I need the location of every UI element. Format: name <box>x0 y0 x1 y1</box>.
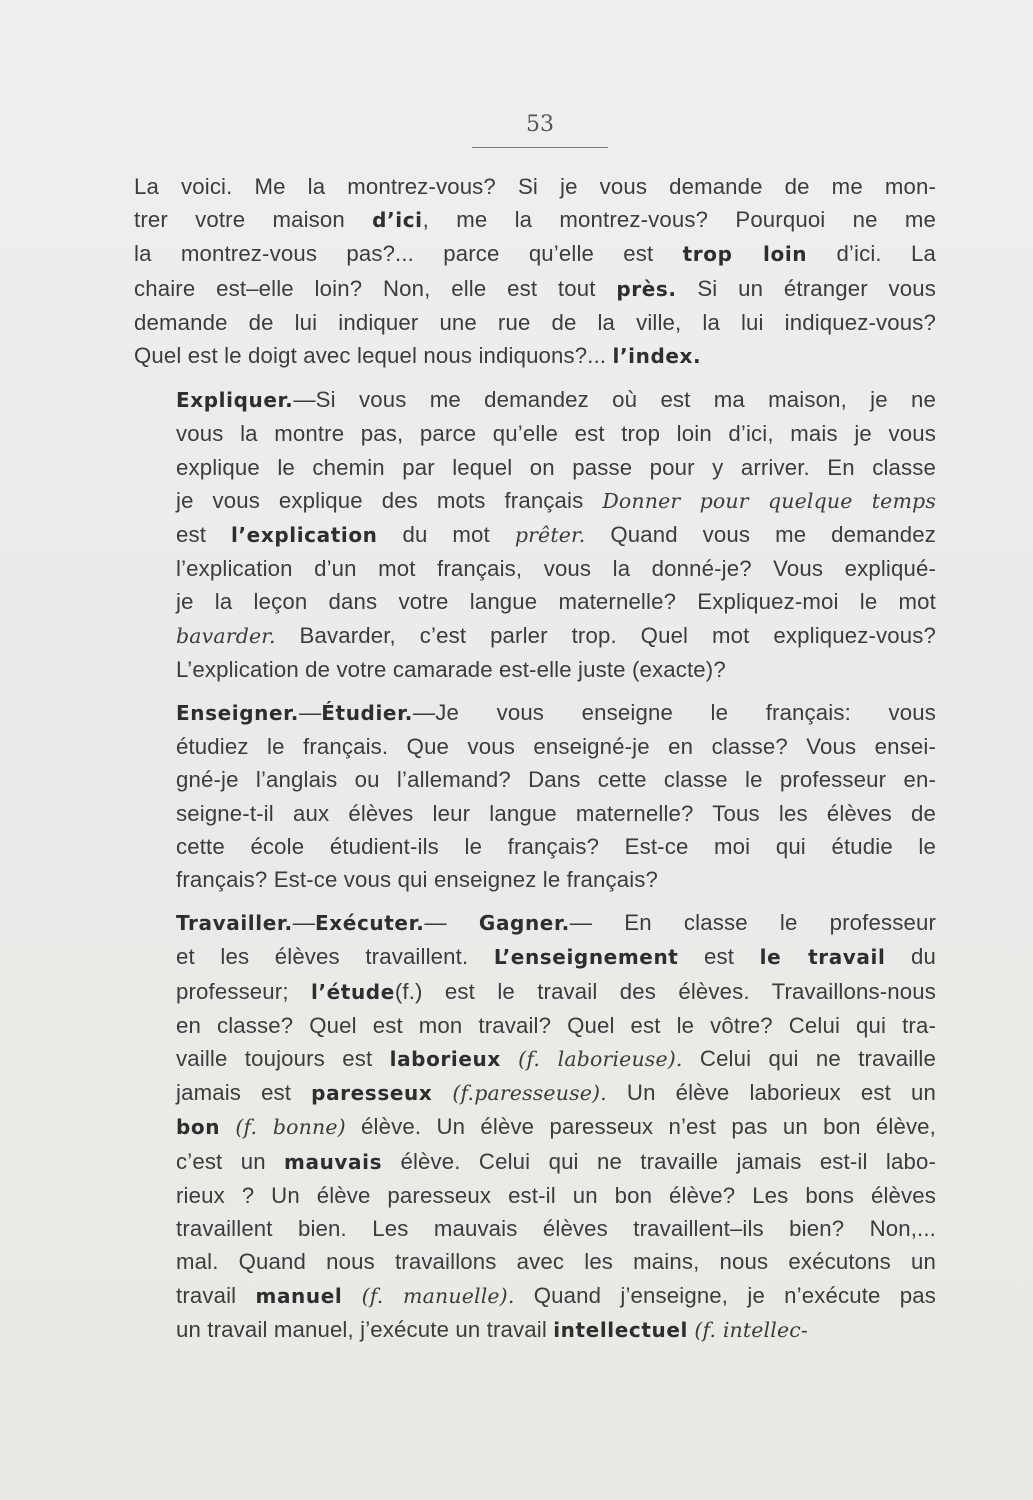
bold-term: d’ici <box>372 208 423 233</box>
text-run: Quand j’enseigne, je n’exécute pas <box>514 1282 936 1308</box>
bold-term: l’explication <box>231 523 378 548</box>
italic-text: prêter. <box>514 523 586 548</box>
text-line <box>134 940 936 974</box>
text-run: cette école étudient-ils le français? Est-ce moi qui étudie le <box>176 833 936 859</box>
text-line <box>134 696 936 730</box>
text-line <box>134 863 936 896</box>
bold-term: trop loin <box>682 242 808 267</box>
page-number: 53 <box>526 112 554 137</box>
text-run: gné-je l’anglais ou l’allemand? Dans cette classe le professeur en- <box>176 767 936 793</box>
paragraph-enseigner <box>134 696 936 896</box>
text-line <box>134 237 936 271</box>
bold-term: Exécuter. <box>315 911 425 936</box>
text-run: un travail manuel, j’exécute un travail <box>176 1316 554 1342</box>
text-run: du <box>885 944 937 970</box>
text-run: — <box>292 910 316 936</box>
italic-text: Donner pour quelque temps <box>602 488 936 513</box>
text-run: l’explication d’un mot français, vous la donné-je? Vous expliqué- <box>176 556 936 582</box>
text-run: Bavarder, c’est parler trop. Quel mot expliquez-vous? <box>275 622 936 648</box>
italic-text: bavarder. <box>176 623 276 648</box>
bold-term: manuel <box>255 1283 343 1308</box>
text-line <box>134 585 936 618</box>
text-line <box>134 306 936 339</box>
text-line <box>134 272 936 306</box>
bold-term: bon <box>176 1115 221 1140</box>
bold-term: Travailler. <box>176 911 293 936</box>
text-run: je la leçon dans votre langue maternelle? Expliquez-moi le mot <box>176 589 936 615</box>
text-line <box>134 170 936 203</box>
italic-text: (f. laborieuse). <box>518 1047 683 1072</box>
text-run <box>432 1080 452 1105</box>
text-run: professeur; <box>176 978 311 1004</box>
text-run: est <box>678 944 760 970</box>
paragraph-montrer <box>134 170 936 373</box>
bold-term: le travail <box>759 945 886 970</box>
text-line <box>134 906 936 940</box>
page-number-rule <box>472 147 608 148</box>
text-line <box>134 1042 936 1076</box>
text-run: élève. Celui qui ne travaille jamais est-il labo- <box>382 1148 936 1174</box>
text-line <box>134 797 936 830</box>
text-line <box>134 653 936 686</box>
text-run: travaillent bien. Les mauvais élèves travaillent–ils bien? Non,... <box>176 1216 936 1242</box>
italic-text: (f.paresseuse). <box>452 1081 607 1106</box>
text-run: explique le chemin par lequel on passe pour y arriver. En classe <box>176 454 936 480</box>
text-line <box>134 451 936 484</box>
text-line <box>134 1279 936 1313</box>
text-line <box>134 1179 936 1212</box>
text-run: Quand vous me demandez <box>585 522 936 548</box>
text-run: seigne-t-il aux élèves leur langue maternelle? Tous les élèves de <box>176 800 936 826</box>
paragraph-expliquer <box>134 383 936 686</box>
text-line <box>134 518 936 552</box>
text-line <box>134 383 936 417</box>
bold-term: près. <box>616 276 677 301</box>
text-run: — En classe le professeur <box>569 910 936 936</box>
paragraph-travailler <box>134 906 936 1347</box>
text-run: français? Est-ce vous qui enseignez le français? <box>176 867 659 893</box>
bold-term: laborieux <box>389 1047 501 1072</box>
text-line <box>134 1009 936 1042</box>
bold-term: L’enseignement <box>493 945 679 970</box>
text-line <box>134 975 936 1009</box>
text-line <box>134 1245 936 1278</box>
text-run: — <box>424 910 479 936</box>
text-run: trer votre maison <box>134 207 373 233</box>
text-run: demande de lui indiquer une rue de la ville, la lui indiquez-vous? <box>134 309 936 335</box>
text-run: du mot <box>377 522 515 548</box>
text-run: est <box>176 522 232 548</box>
bold-term: paresseux <box>311 1081 433 1106</box>
text-line <box>134 763 936 796</box>
text-run: —Si vous me demandez où est ma maison, je ne <box>293 387 936 413</box>
text-run: —Je vous enseigne le français: vous <box>412 700 936 726</box>
text-run: d’ici. La <box>807 241 936 267</box>
bold-term: Gagner. <box>478 911 570 936</box>
bold-term: l’étude <box>310 979 395 1004</box>
text-run: — <box>298 700 322 726</box>
text-run: vaille toujours est <box>176 1046 390 1072</box>
italic-text: (f. bonne) <box>235 1115 346 1140</box>
text-run: c’est un <box>176 1148 285 1174</box>
bold-term: Étudier. <box>321 701 413 726</box>
text-run: L’explication de votre camarade est-elle juste (exacte)? <box>176 656 726 682</box>
italic-text: (f. manuelle). <box>361 1283 515 1308</box>
text-line <box>134 1076 936 1110</box>
text-run: Un élève laborieux est un <box>606 1080 936 1106</box>
italic-text: (f. intellec- <box>694 1317 808 1342</box>
text-line <box>134 339 936 373</box>
text-run: mal. Quand nous travaillons avec les mains, nous exécutons un <box>176 1249 936 1275</box>
text-line <box>134 619 936 653</box>
text-run: étudiez le français. Que vous enseigné-je en classe? Vous ensei- <box>176 734 936 760</box>
text-run: et les élèves travaillent. <box>176 944 494 970</box>
text-line <box>134 484 936 518</box>
text-run <box>342 1283 361 1308</box>
page-body <box>134 170 936 1347</box>
text-line <box>134 830 936 863</box>
text-line <box>134 1110 936 1144</box>
bold-term: Enseigner. <box>176 701 299 726</box>
text-run <box>501 1046 518 1071</box>
text-line <box>134 1313 936 1347</box>
text-run: chaire est–elle loin? Non, elle est tout <box>134 275 617 301</box>
text-run: élève. Un élève paresseux n’est pas un bon élève, <box>345 1114 936 1140</box>
text-run: Celui qui ne travaille <box>682 1046 937 1072</box>
text-run: je vous explique des mots français <box>176 487 603 513</box>
text-line <box>134 730 936 763</box>
text-run: La voici. Me la montrez-vous? Si je vous demande de me mon- <box>134 174 936 199</box>
text-line <box>134 1212 936 1245</box>
bold-term: Expliquer. <box>176 388 294 413</box>
text-run: travail <box>176 1282 256 1308</box>
bold-term: mauvais <box>284 1149 383 1174</box>
bold-term: intellectuel <box>553 1317 688 1342</box>
text-run: rieux ? Un élève paresseux est-il un bon élève? Les bons élèves <box>176 1182 936 1208</box>
text-run: Quel est le doigt avec lequel nous indiquons?... <box>134 343 613 369</box>
bold-term: l’index. <box>612 344 702 369</box>
text-run: en classe? Quel est mon travail? Quel est le vôtre? Celui qui tra- <box>176 1012 936 1038</box>
text-run: la montrez-vous pas?... parce qu’elle est <box>134 241 683 267</box>
text-line <box>134 1145 936 1179</box>
text-run: jamais est <box>176 1080 312 1106</box>
text-run <box>220 1114 235 1139</box>
text-run: (f.) est le travail des élèves. Travaillons-nous <box>394 978 936 1004</box>
text-line <box>134 552 936 585</box>
text-run: Si un étranger vous <box>676 275 936 301</box>
text-line <box>134 203 936 237</box>
text-line <box>134 417 936 450</box>
text-run: , me la montrez-vous? Pourquoi ne me <box>422 207 936 233</box>
text-run: vous la montre pas, parce qu’elle est trop loin d’ici, mais je vous <box>176 421 936 447</box>
